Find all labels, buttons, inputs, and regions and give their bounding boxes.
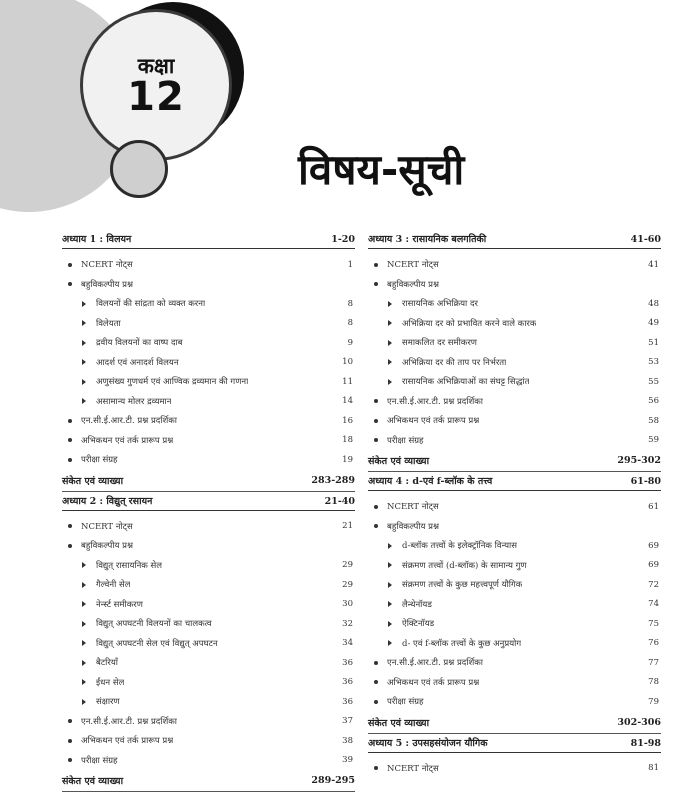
entry-page-number: 51 — [648, 337, 659, 348]
arrow-right-icon — [82, 621, 86, 627]
bullet-icon — [68, 739, 72, 743]
entry-label-wrap — [368, 415, 479, 426]
entry-label-wrap — [62, 677, 124, 688]
bullet-icon — [68, 758, 72, 762]
hints-label: संकेत एवं व्याख्या — [368, 717, 430, 729]
entry-label-wrap — [62, 618, 212, 629]
decorative-small-circle — [110, 140, 168, 198]
entry-label-wrap — [62, 279, 133, 290]
chapter-heading[interactable] — [62, 234, 355, 249]
entry-text: लैन्थेनॉयड — [402, 599, 432, 610]
toc-right-column — [368, 234, 661, 778]
toc-subentry[interactable] — [368, 372, 661, 392]
entry-label-wrap — [368, 540, 517, 551]
entry-text: ईंधन सेल — [96, 677, 125, 688]
chapter-title: अध्याय 4 : d-एवं f-ब्लॉक के तत्त्व — [368, 476, 493, 487]
chapter-pages: 21-40 — [324, 495, 355, 507]
toc-entry[interactable] — [368, 255, 661, 275]
chapter-heading[interactable] — [368, 738, 661, 753]
arrow-right-icon — [82, 582, 86, 588]
entry-text: विद्युत् अपघटनी सेल एवं विद्युत् अपघटन — [96, 638, 218, 649]
entry-text: विलेयता — [96, 318, 121, 329]
toc-entry[interactable] — [368, 497, 661, 517]
entry-label-wrap — [368, 501, 439, 512]
entry-text: परीक्षा संग्रह — [387, 697, 424, 708]
entry-text: अभिकथन एवं तर्क प्रारूप प्रश्न — [81, 736, 174, 747]
entry-text: अभिकथन एवं तर्क प्रारूप प्रश्न — [81, 435, 174, 446]
entry-label-wrap — [368, 599, 432, 610]
entry-text: अभिक्रिया दर की ताप पर निर्भरता — [402, 357, 507, 368]
entry-label-wrap — [368, 521, 439, 532]
chapter-heading[interactable] — [368, 234, 661, 249]
arrow-right-icon — [82, 301, 86, 307]
entry-text: एन.सी.ई.आर.टी. प्रश्न प्रदर्शिका — [81, 416, 178, 427]
entry-label-wrap — [62, 579, 130, 590]
page-title: विषय-सूची — [298, 145, 465, 194]
entry-text: असामान्य मोलर द्रव्यमान — [96, 396, 172, 407]
toc-entry[interactable] — [368, 692, 661, 712]
entry-label-wrap — [368, 763, 439, 774]
entry-label-wrap — [62, 540, 133, 551]
class-label: कक्षा — [137, 54, 175, 78]
arrow-right-icon — [388, 562, 392, 568]
hints-explanation-row[interactable] — [62, 470, 355, 492]
entry-page-number: 32 — [342, 618, 353, 629]
entry-text: विद्युत् अपघटनी विलयनों का चालकत्व — [96, 619, 212, 630]
toc-subentry[interactable] — [62, 353, 355, 373]
toc-subentry[interactable] — [62, 556, 355, 576]
entry-label-wrap — [62, 716, 177, 727]
arrow-right-icon — [388, 640, 392, 646]
entry-text: परीक्षा संग्रह — [81, 455, 118, 466]
toc-subentry[interactable] — [62, 372, 355, 392]
entry-label-wrap — [62, 298, 205, 309]
toc-entry[interactable] — [62, 411, 355, 431]
bullet-icon — [68, 524, 72, 528]
entry-text: एन.सी.ई.आर.टी. प्रश्न प्रदर्शिका — [387, 396, 484, 407]
arrow-right-icon — [82, 699, 86, 705]
entry-page-number: 29 — [342, 579, 353, 590]
hints-label: संकेत एवं व्याख्या — [62, 776, 124, 787]
toc-subentry[interactable] — [62, 653, 355, 673]
entry-page-number: 77 — [648, 657, 659, 668]
entry-page-number: 78 — [648, 677, 659, 688]
entry-text: बहुविकल्पीय प्रश्न — [387, 521, 439, 532]
entry-label-wrap — [62, 696, 120, 707]
bullet-icon — [374, 438, 378, 442]
entry-text: गैल्वेनी सेल — [96, 580, 131, 591]
toc-subentry[interactable] — [62, 634, 355, 654]
toc-entry[interactable] — [368, 673, 661, 693]
toc-subentry[interactable] — [368, 536, 661, 556]
entry-label-wrap — [62, 435, 173, 446]
arrow-right-icon — [388, 621, 392, 627]
entry-page-number: 69 — [648, 540, 659, 551]
entry-label-wrap — [368, 560, 527, 571]
entry-text: संक्रमण तत्त्वों (d-ब्लॉक) के सामान्य गुण — [402, 560, 527, 571]
entry-page-number: 21 — [342, 521, 353, 532]
entry-page-number: 14 — [342, 396, 353, 407]
arrow-right-icon — [388, 543, 392, 549]
entry-page-number: 49 — [648, 318, 659, 329]
toc-subentry[interactable] — [368, 614, 661, 634]
entry-page-number: 36 — [342, 677, 353, 688]
hints-pages: 302-306 — [617, 716, 661, 728]
entry-label-wrap — [62, 560, 162, 571]
arrow-right-icon — [388, 601, 392, 607]
chapter-title: अध्याय 3 : रासायनिक बलगतिकी — [368, 234, 487, 245]
toc-entry[interactable] — [62, 751, 355, 771]
entry-page-number: 8 — [347, 298, 353, 309]
entry-label-wrap — [368, 677, 479, 688]
entry-page-number: 59 — [648, 435, 659, 446]
arrow-right-icon — [388, 379, 392, 385]
toc-entry[interactable] — [368, 431, 661, 451]
entry-page-number: 8 — [347, 318, 353, 329]
entry-page-number: 48 — [648, 298, 659, 309]
bullet-icon — [68, 544, 72, 548]
entry-label-wrap — [368, 396, 483, 407]
bullet-icon — [374, 661, 378, 665]
bullet-icon — [68, 438, 72, 442]
entry-text: अभिकथन एवं तर्क प्रारूप प्रश्न — [387, 416, 480, 427]
chapter-pages: 1-20 — [331, 234, 355, 245]
entry-page-number: 38 — [342, 735, 353, 746]
entry-page-number: 56 — [648, 396, 659, 407]
entry-page-number: 79 — [648, 696, 659, 707]
header-graphic — [0, 0, 683, 215]
entry-page-number: 37 — [342, 716, 353, 727]
toc-subentry[interactable] — [368, 333, 661, 353]
class-number: 12 — [127, 74, 185, 120]
entry-page-number: 11 — [342, 376, 353, 387]
entry-label-wrap — [368, 696, 424, 707]
arrow-right-icon — [82, 640, 86, 646]
toc-subentry[interactable] — [368, 314, 661, 334]
entry-text: आदर्श एवं अनादर्श विलयन — [96, 357, 179, 368]
arrow-right-icon — [82, 601, 86, 607]
entry-text: बहुविकल्पीय प्रश्न — [81, 279, 133, 290]
entry-label-wrap — [368, 435, 424, 446]
entry-page-number: 19 — [342, 454, 353, 465]
entry-text: ऐक्टिनॉयड — [402, 619, 435, 630]
bullet-icon — [68, 282, 72, 286]
entry-label-wrap — [62, 357, 179, 368]
toc-subentry[interactable] — [62, 333, 355, 353]
chapter-title: अध्याय 2 : विद्युत् रसायन — [62, 495, 153, 507]
toc-subentry[interactable] — [62, 673, 355, 693]
toc-entry[interactable] — [368, 653, 661, 673]
entry-label-wrap — [62, 396, 171, 407]
toc-entry[interactable] — [62, 275, 355, 295]
chapter-pages: 61-80 — [630, 476, 661, 487]
entry-page-number: 36 — [342, 657, 353, 668]
entry-label-wrap — [62, 521, 133, 532]
entry-text: संक्षारण — [96, 697, 120, 708]
entry-text: द्रवीय विलयनों का वाष्प दाब — [96, 338, 183, 349]
entry-page-number: 69 — [648, 560, 659, 571]
entry-text: परीक्षा संग्रह — [81, 755, 118, 766]
toc-entry[interactable] — [62, 536, 355, 556]
entry-label-wrap — [62, 657, 118, 668]
entry-page-number: 41 — [648, 259, 659, 270]
chapter-title: अध्याय 1 : विलयन — [62, 234, 132, 245]
toc-subentry[interactable] — [62, 314, 355, 334]
toc-entry[interactable] — [62, 431, 355, 451]
entry-page-number: 55 — [648, 376, 659, 387]
hints-pages: 295-302 — [617, 455, 661, 466]
bullet-icon — [374, 524, 378, 528]
bullet-icon — [374, 700, 378, 704]
entry-page-number: 39 — [342, 755, 353, 766]
entry-text: एन.सी.ई.आर.टी. प्रश्न प्रदर्शिका — [81, 716, 178, 727]
entry-label-wrap — [368, 618, 434, 629]
toc-subentry[interactable] — [62, 294, 355, 314]
arrow-right-icon — [82, 359, 86, 365]
bullet-icon — [68, 263, 72, 267]
entry-text: विद्युत् रासायनिक सेल — [96, 560, 163, 571]
entry-label-wrap — [62, 415, 177, 426]
entry-page-number: 34 — [342, 638, 353, 649]
entry-label-wrap — [368, 657, 483, 668]
bullet-icon — [374, 282, 378, 286]
toc-subentry[interactable] — [62, 614, 355, 634]
toc-subentry[interactable] — [368, 634, 661, 654]
arrow-right-icon — [82, 679, 86, 685]
arrow-right-icon — [388, 340, 392, 346]
entry-label-wrap — [368, 337, 477, 348]
toc-entry[interactable] — [62, 712, 355, 732]
entry-text: संक्रमण तत्त्वों के कुछ महत्त्वपूर्ण यौगिक — [402, 580, 523, 591]
entry-page-number: 18 — [342, 435, 353, 446]
hints-explanation-row[interactable] — [368, 450, 661, 472]
entry-page-number: 30 — [342, 599, 353, 610]
entry-page-number: 76 — [648, 638, 659, 649]
toc-entry[interactable] — [62, 450, 355, 470]
hints-label: संकेत एवं व्याख्या — [368, 456, 430, 467]
entry-page-number: 36 — [342, 696, 353, 707]
bullet-icon — [374, 419, 378, 423]
entry-label-wrap — [62, 318, 121, 329]
hints-explanation-row[interactable] — [62, 770, 355, 792]
toc-subentry[interactable] — [62, 575, 355, 595]
hints-explanation-row[interactable] — [368, 712, 661, 734]
entry-text: NCERT नोट्स — [387, 502, 439, 513]
arrow-right-icon — [82, 660, 86, 666]
entry-label-wrap — [368, 357, 506, 368]
toc-subentry[interactable] — [368, 575, 661, 595]
entry-text: विलयनों की सांद्रता को व्यक्त करना — [96, 299, 206, 310]
toc-entry[interactable] — [62, 255, 355, 275]
toc-subentry[interactable] — [368, 294, 661, 314]
entry-label-wrap — [62, 454, 118, 465]
entry-text: बहुविकल्पीय प्रश्न — [81, 541, 133, 552]
toc-subentry[interactable] — [368, 556, 661, 576]
entry-label-wrap — [62, 735, 173, 746]
entry-label-wrap — [62, 755, 118, 766]
entry-text: NCERT नोट्स — [81, 260, 133, 271]
arrow-right-icon — [388, 320, 392, 326]
chapter-heading[interactable] — [368, 476, 661, 491]
arrow-right-icon — [388, 359, 392, 365]
toc-entry[interactable] — [368, 517, 661, 537]
entry-label-wrap — [368, 376, 529, 387]
entry-page-number: 10 — [342, 357, 353, 368]
toc-entry[interactable] — [368, 275, 661, 295]
entry-page-number: 72 — [648, 579, 659, 590]
toc-left-column — [62, 234, 355, 796]
toc-entry[interactable] — [368, 392, 661, 412]
toc-entry[interactable] — [368, 759, 661, 779]
bullet-icon — [374, 505, 378, 509]
toc-subentry[interactable] — [62, 392, 355, 412]
entry-page-number: 61 — [648, 501, 659, 512]
toc-entry[interactable] — [62, 731, 355, 751]
arrow-right-icon — [82, 340, 86, 346]
entry-text: रासायनिक अभिक्रियाओं का संघट्ट सिद्धांत — [402, 377, 530, 388]
entry-label-wrap — [62, 638, 218, 649]
toc-entry[interactable] — [62, 517, 355, 537]
entry-label-wrap — [368, 579, 522, 590]
chapter-pages: 41-60 — [630, 234, 661, 245]
entry-label-wrap — [62, 337, 183, 348]
hints-pages: 283-289 — [311, 474, 355, 486]
arrow-right-icon — [82, 379, 86, 385]
bullet-icon — [374, 263, 378, 267]
entry-page-number: 74 — [648, 599, 659, 610]
toc-subentry[interactable] — [368, 595, 661, 615]
entry-text: अभिक्रिया दर को प्रभावित करने वाले कारक — [402, 318, 537, 329]
bullet-icon — [374, 680, 378, 684]
chapter-heading[interactable] — [62, 496, 355, 511]
arrow-right-icon — [388, 301, 392, 307]
entry-text: बैटरियाँ — [96, 658, 118, 669]
bullet-icon — [374, 399, 378, 403]
entry-label-wrap — [62, 259, 133, 270]
entry-text: अणुसंख्य गुणधर्म एवं आण्विक द्रव्यमान की गणना — [96, 377, 249, 388]
entry-text: एन.सी.ई.आर.टी. प्रश्न प्रदर्शिका — [387, 658, 484, 669]
hints-pages: 289-295 — [311, 775, 355, 786]
entry-text: अभिकथन एवं तर्क प्रारूप प्रश्न — [387, 677, 480, 688]
toc-subentry[interactable] — [62, 692, 355, 712]
entry-text: d- एवं f-ब्लॉक तत्त्वों के कुछ अनुप्रयोग — [402, 638, 522, 649]
entry-label-wrap — [368, 638, 521, 649]
entry-text: परीक्षा संग्रह — [387, 435, 424, 446]
bullet-icon — [68, 458, 72, 462]
entry-label-wrap — [368, 318, 536, 329]
bullet-icon — [68, 419, 72, 423]
entry-page-number: 58 — [648, 415, 659, 426]
chapter-title: अध्याय 5 : उपसहसंयोजन यौगिक — [368, 737, 488, 749]
hints-label: संकेत एवं व्याख्या — [62, 475, 124, 487]
entry-label-wrap — [368, 279, 439, 290]
toc-subentry[interactable] — [62, 595, 355, 615]
entry-label-wrap — [62, 376, 248, 387]
entry-page-number: 29 — [342, 560, 353, 571]
arrow-right-icon — [82, 320, 86, 326]
toc-entry[interactable] — [368, 411, 661, 431]
toc-subentry[interactable] — [368, 353, 661, 373]
entry-page-number: 9 — [347, 337, 353, 348]
arrow-right-icon — [82, 562, 86, 568]
entry-text: रासायनिक अभिक्रिया दर — [402, 299, 478, 310]
entry-page-number: 81 — [648, 763, 659, 774]
entry-page-number: 16 — [342, 415, 353, 426]
bullet-icon — [374, 766, 378, 770]
entry-text: d-ब्लॉक तत्त्वों के इलेक्ट्रॉनिक विन्यास — [402, 541, 517, 552]
chapter-pages: 81-98 — [630, 737, 661, 749]
entry-text: NCERT नोट्स — [81, 521, 133, 532]
entry-text: समाकलित दर समीकरण — [402, 338, 477, 349]
entry-page-number: 53 — [648, 357, 659, 368]
entry-page-number: 75 — [648, 618, 659, 629]
entry-text: नेर्न्स्ट समीकरण — [96, 599, 143, 610]
entry-label-wrap — [368, 298, 478, 309]
entry-page-number: 1 — [347, 259, 353, 270]
bullet-icon — [68, 719, 72, 723]
entry-label-wrap — [62, 599, 143, 610]
entry-text: बहुविकल्पीय प्रश्न — [387, 279, 439, 290]
arrow-right-icon — [388, 582, 392, 588]
arrow-right-icon — [82, 398, 86, 404]
entry-label-wrap — [368, 259, 439, 270]
entry-text: NCERT नोट्स — [387, 763, 439, 774]
entry-text: NCERT नोट्स — [387, 260, 439, 271]
